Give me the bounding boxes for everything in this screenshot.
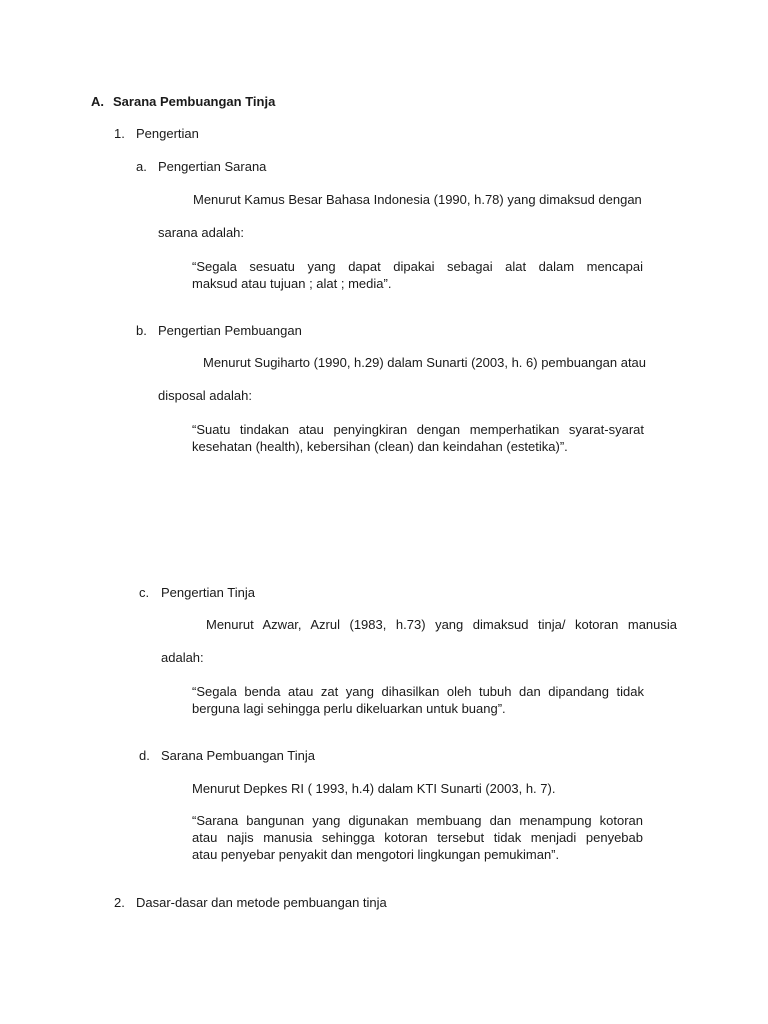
sub-c-paragraph-line-2: adalah: bbox=[161, 650, 204, 665]
sub-a-quote-line-1: “Segala sesuatu yang dapat dipakai sebagai alat dalam mencapai bbox=[192, 259, 643, 274]
sub-a-paragraph-line-2: sarana adalah: bbox=[158, 225, 245, 240]
sub-a-title: Pengertian Sarana bbox=[158, 159, 267, 174]
item-2-marker: 2. bbox=[114, 895, 125, 910]
sub-d-paragraph-line-1: Menurut Depkes RI ( 1993, h.4) dalam KTI Sunarti (2003, h. 7). bbox=[192, 781, 556, 796]
sub-d-quote bbox=[192, 812, 643, 863]
sub-d-quote-line-3: atau penyebar penyakit dan mengotori lingkungan pemukiman”. bbox=[192, 847, 560, 862]
sub-d-title: Sarana Pembuangan Tinja bbox=[161, 748, 315, 763]
sub-b-title: Pengertian Pembuangan bbox=[158, 323, 302, 338]
sub-b-paragraph-line-2: disposal adalah: bbox=[158, 388, 252, 403]
sub-c-marker: c. bbox=[139, 585, 150, 600]
sub-b-quote-line-1: “Suatu tindakan atau penyingkiran dengan memperhatikan syarat-syarat bbox=[192, 422, 644, 437]
sub-b-paragraph-line-1: Menurut Sugiharto (1990, h.29) dalam Sunarti (2003, h. 6) pembuangan atau bbox=[203, 355, 647, 370]
item-1-marker: 1. bbox=[114, 126, 125, 141]
sub-b-quote-line-2: kesehatan (health), kebersihan (clean) dan keindahan (estetika)”. bbox=[192, 439, 568, 454]
sub-c-quote-line-2: berguna lagi sehingga perlu dikeluarkan untuk buang”. bbox=[192, 701, 506, 716]
sub-c-title: Pengertian Tinja bbox=[161, 585, 255, 600]
sub-c-paragraph-line-1: Menurut Azwar, Azrul (1983, h.73) yang dimaksud tinja/ kotoran manusia bbox=[206, 617, 677, 632]
item-2-title: Dasar-dasar dan metode pembuangan tinja bbox=[136, 895, 387, 910]
sub-a-marker: a. bbox=[136, 159, 147, 174]
sub-d-quote-line-1: “Sarana bangunan yang digunakan membuang dan menampung kotoran bbox=[192, 813, 643, 828]
sub-b-quote bbox=[192, 421, 644, 455]
sub-a-quote-line-2: maksud atau tujuan ; alat ; media”. bbox=[192, 276, 392, 291]
sub-b-marker: b. bbox=[136, 323, 147, 338]
sub-c-quote bbox=[192, 683, 644, 717]
sub-d-quote-line-2: atau najis manusia sehingga kotoran tersebut tidak menjadi penyebab bbox=[192, 830, 643, 845]
sub-d-marker: d. bbox=[139, 748, 150, 763]
sub-c-quote-line-1: “Segala benda atau zat yang dihasilkan oleh tubuh dan dipandang tidak bbox=[192, 684, 644, 699]
sub-a-paragraph-line-1: Menurut Kamus Besar Bahasa Indonesia (1990, h.78) yang dimaksud dengan bbox=[193, 192, 642, 207]
section-a-title: Sarana Pembuangan Tinja bbox=[113, 94, 276, 109]
section-a-marker: A. bbox=[91, 94, 104, 109]
item-1-title: Pengertian bbox=[136, 126, 199, 141]
sub-a-quote bbox=[192, 258, 643, 292]
